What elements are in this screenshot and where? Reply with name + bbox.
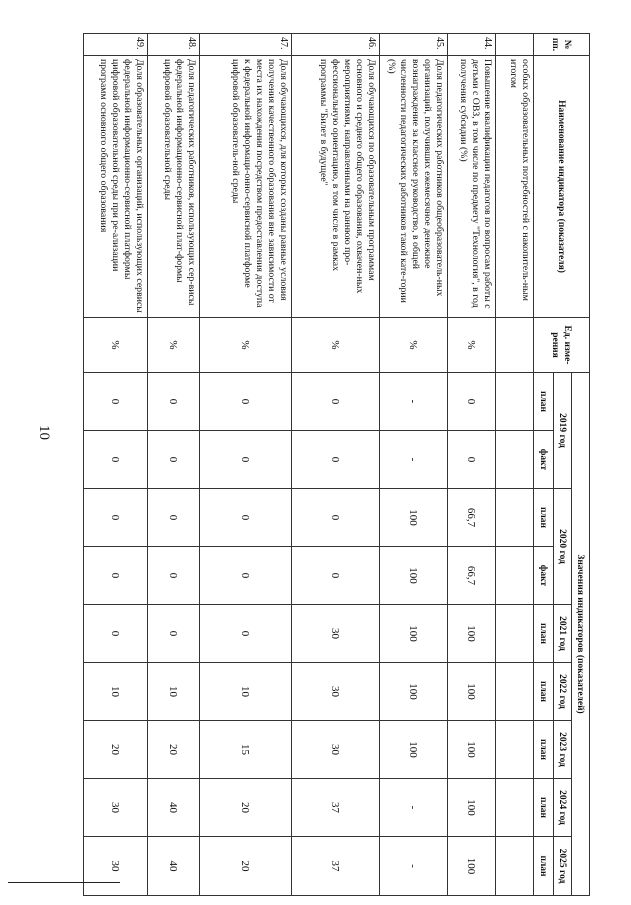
value-cell (496, 837, 534, 896)
row-number: 47. (200, 34, 292, 56)
value-cell: 66,7 (448, 547, 496, 605)
value-cell: 100 (448, 663, 496, 721)
indicator-name: Доля педагогических работников, использующих сер-висы федеральной информационно-сервисной плат-формы цифровой образовательной среды (148, 56, 200, 318)
header-fact: факт (534, 431, 554, 489)
value-cell: 15 (200, 721, 292, 779)
header-name: Наименование индикатора (показателя) (534, 56, 590, 318)
unit-cell: % (148, 318, 200, 373)
value-cell: 30 (292, 605, 380, 663)
value-cell: - (380, 837, 448, 896)
value-cell: 10 (148, 663, 200, 721)
header-year-2024: 2024 год (554, 779, 572, 837)
footnote-divider (8, 882, 120, 883)
value-cell: 100 (448, 779, 496, 837)
row-number: 44. (448, 34, 496, 56)
row-number (496, 34, 534, 56)
unit-cell: % (380, 318, 448, 373)
value-cell: 100 (380, 489, 448, 547)
header-unit: Ед. изме-рения (534, 318, 590, 373)
indicator-name: Доля педагогических работников общеобразователь-ных организаций, получивших ежемесячное денежное вознаграждение за классное руководство, в общей численности педагогических работников такой кате-гории (%) (380, 56, 448, 318)
value-cell: 0 (292, 489, 380, 547)
value-cell: 0 (200, 373, 292, 431)
row-number: 46. (292, 34, 380, 56)
indicator-name: Доля обучающихся, для которых созданы равные условия получения качественного образования вне зависимости от места их нахождения посредством предоставления доступа к федеральной информаци-онно-сервисной платформе цифровой образователь-ной среды (200, 56, 292, 318)
value-cell: 20 (84, 721, 148, 779)
table-row (496, 34, 534, 896)
value-cell: 20 (200, 837, 292, 896)
value-cell: 100 (380, 605, 448, 663)
value-cell: 30 (292, 721, 380, 779)
row-number: 48. (148, 34, 200, 56)
indicator-name: Повышение квалификации педагогов по вопросам работы с детьми с ОВЗ, в том числе по предмету "Технология", в год получения субсидии (%) (448, 56, 496, 318)
table-row (448, 34, 496, 896)
value-cell: 40 (148, 837, 200, 896)
value-cell (496, 373, 534, 431)
header-plan: план (534, 663, 554, 721)
table-row (148, 34, 200, 896)
header-values: Значения индикаторов (показателей) (572, 373, 590, 896)
value-cell: 100 (380, 663, 448, 721)
value-cell: 100 (448, 605, 496, 663)
table-body (84, 34, 534, 896)
value-cell: 30 (84, 837, 148, 896)
value-cell: 10 (200, 663, 292, 721)
value-cell: 0 (292, 373, 380, 431)
header-year-2025: 2025 год (554, 837, 572, 896)
value-cell: 0 (148, 547, 200, 605)
header-plan: план (534, 605, 554, 663)
unit-cell: % (200, 318, 292, 373)
value-cell (496, 431, 534, 489)
value-cell: 10 (84, 663, 148, 721)
indicator-table (83, 33, 590, 896)
value-cell (496, 663, 534, 721)
value-cell: - (380, 779, 448, 837)
header-plan: план (534, 837, 554, 896)
header-year-2021: 2021 год (554, 605, 572, 663)
value-cell: 0 (200, 431, 292, 489)
table-row (84, 34, 148, 896)
value-cell: 100 (448, 837, 496, 896)
value-cell (496, 547, 534, 605)
value-cell (496, 605, 534, 663)
value-cell: 0 (84, 431, 148, 489)
value-cell: 66,7 (448, 489, 496, 547)
table-row (380, 34, 448, 896)
value-cell: 20 (200, 779, 292, 837)
value-cell: 0 (84, 547, 148, 605)
value-cell: 37 (292, 779, 380, 837)
value-cell: 0 (84, 605, 148, 663)
value-cell: 0 (292, 431, 380, 489)
value-cell: 100 (380, 547, 448, 605)
header-plan: план (534, 489, 554, 547)
value-cell: 0 (148, 489, 200, 547)
value-cell: 0 (84, 373, 148, 431)
value-cell: 100 (448, 721, 496, 779)
value-cell (496, 489, 534, 547)
unit-cell: % (448, 318, 496, 373)
indicator-name: особых образовательных потребностей с накопитель-ным итогом (496, 56, 534, 318)
value-cell: 0 (200, 605, 292, 663)
table-row (200, 34, 292, 896)
value-cell: 30 (292, 663, 380, 721)
header-plan: план (534, 373, 554, 431)
value-cell: 0 (292, 547, 380, 605)
unit-cell (496, 318, 534, 373)
value-cell: 0 (148, 605, 200, 663)
value-cell: 37 (292, 837, 380, 896)
value-cell (496, 779, 534, 837)
value-cell: 0 (84, 489, 148, 547)
value-cell: - (380, 373, 448, 431)
indicator-name: Доля обучающихся по образовательным программам основного и среднего общего образования, охвачен-ных мероприятиями, направленными на раннюю про-фессиональную ориентацию, в том числе в рамках программы "Билет в будущее" (292, 56, 380, 318)
value-cell (496, 721, 534, 779)
header-year-2022: 2022 год (554, 663, 572, 721)
value-cell: 0 (148, 373, 200, 431)
value-cell: 0 (200, 489, 292, 547)
value-cell: - (380, 431, 448, 489)
header-plan: план (534, 721, 554, 779)
indicator-name: Доля образовательных организаций, использующих сервисы федеральной информационно-сервисной платформы цифровой образовательной среды при ре-ализации программ основного общего образования (84, 56, 148, 318)
table-row (292, 34, 380, 896)
page-number: 10 (36, 425, 52, 440)
header-no: № пп. (534, 34, 590, 56)
value-cell: 30 (84, 779, 148, 837)
header-year-2019: 2019 год (554, 373, 572, 489)
header-year-2020: 2020 год (554, 489, 572, 605)
header-plan: план (534, 779, 554, 837)
indicator-table-container (98, 33, 590, 893)
unit-cell: % (84, 318, 148, 373)
header-fact: факт (534, 547, 554, 605)
value-cell: 100 (380, 721, 448, 779)
header-year-2023: 2023 год (554, 721, 572, 779)
value-cell: 20 (148, 721, 200, 779)
unit-cell: % (292, 318, 380, 373)
row-number: 45. (380, 34, 448, 56)
value-cell: 40 (148, 779, 200, 837)
row-number: 49. (84, 34, 148, 56)
value-cell: 0 (448, 431, 496, 489)
value-cell: 0 (200, 547, 292, 605)
value-cell: 0 (148, 431, 200, 489)
value-cell: 0 (448, 373, 496, 431)
